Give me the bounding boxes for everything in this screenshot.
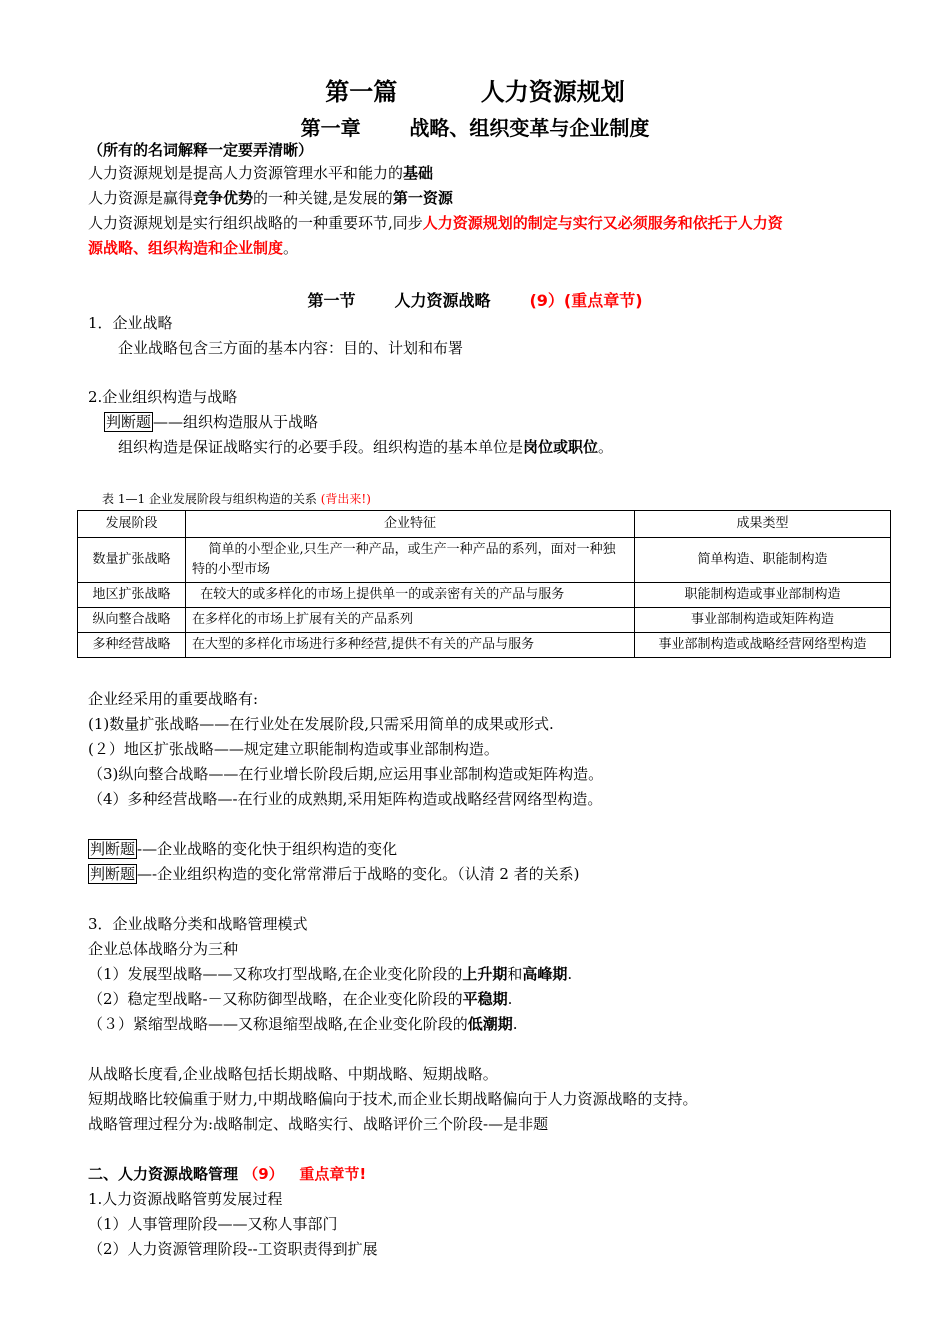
- table-header: 成果类型: [635, 511, 891, 538]
- intro-line-2: [88, 188, 453, 208]
- part-title: 第一篇 人力资源规划: [325, 78, 625, 106]
- table-cell: 事业部制构造或战略经营网络型构造: [635, 633, 891, 658]
- item-bold: 平稳期: [462, 990, 508, 1008]
- strategy-1: (1)数量扩张战略——在行业处在发展阶段,只需采用简单的成果或形式.: [88, 715, 554, 733]
- para-text: 组织构造是保证战略实行的必要手段。组织构造的基本单位是: [118, 438, 524, 456]
- s1-heading-1: 1．企业战略: [88, 314, 173, 332]
- item-text: .: [512, 1015, 518, 1033]
- note-all-terms: （所有的名词解释一定要弄清晰）: [88, 141, 314, 159]
- s3-line-1: 从战略长度看,企业战略包括长期战略、中期战略、短期战略。: [88, 1065, 498, 1083]
- table-row: [78, 633, 891, 658]
- intro-text: 人力资源是赢得: [88, 189, 194, 207]
- table-cell: 简单构造、职能制构造: [635, 538, 891, 583]
- table-cell: 地区扩张战略: [78, 583, 186, 608]
- strategies-intro: 企业经采用的重要战略有:: [88, 690, 259, 708]
- s1-heading-2: 2.企业组织构造与战略: [88, 388, 238, 406]
- item-text: .: [567, 965, 573, 983]
- judge-label: 判断题: [90, 865, 136, 883]
- item-text: 和: [507, 965, 523, 983]
- caption-red: (背出来!): [320, 492, 371, 506]
- judge-line-2: [88, 864, 580, 884]
- table-caption: [102, 490, 371, 507]
- judge-text: —-企业组织构造的变化常常滞后于战略的变化。（认清 2 者的关系): [137, 865, 580, 883]
- part2-item-2: （2）人力资源管理阶段--工资职责得到扩展: [88, 1240, 378, 1258]
- part2-tag: （9） 重点章节!: [243, 1165, 367, 1183]
- strategy-3: （3)纵向整合战略——在行业增长阶段后期,应运用事业部制构造或矩阵构造。: [88, 765, 604, 783]
- chapter-title: 第一章 战略、组织变革与企业制度: [300, 116, 650, 140]
- item-text: （2）稳定型战略-－又称防御型战略，在企业变化阶段的: [88, 990, 463, 1008]
- item-text: （３）紧缩型战略——又称退缩型战略,在企业变化阶段的: [88, 1015, 468, 1033]
- item-bold: 高峰期: [522, 965, 568, 983]
- table-row: [78, 583, 891, 608]
- para-text: 。: [598, 438, 614, 456]
- part2-heading: 1.人力资源战略管剪发展过程: [88, 1190, 283, 1208]
- table-row: [78, 608, 891, 633]
- s3-item-3: [88, 1014, 518, 1034]
- intro-line-3: [88, 213, 783, 233]
- intro-bold: 第一资源: [392, 189, 453, 207]
- table-cell: 数量扩张战略: [78, 538, 186, 583]
- table-cell: 职能制构造或事业部制构造: [635, 583, 891, 608]
- intro-line-1: [88, 163, 433, 183]
- s3-line-2: 短期战略比较偏重于财力,中期战略偏向于技术,而企业长期战略偏向于人力资源战略的支持。: [88, 1090, 698, 1108]
- part2-item-1: （1）人事管理阶段——又称人事部门: [88, 1215, 338, 1233]
- table-row: [78, 538, 891, 583]
- strategy-4: （4）多种经营战略—-在行业的成熟期,采用矩阵构造或战略经营网络型构造。: [88, 790, 603, 808]
- para-bold: 岗位或职位: [523, 438, 599, 456]
- caption-text: 表 1—1 企业发展阶段与组织构造的关系: [102, 492, 321, 506]
- part2-title-text: 二、人力资源战略管理: [88, 1165, 244, 1183]
- part2-title: [88, 1164, 366, 1184]
- table-cell: 在多样化的市场上扩展有关的产品系列: [186, 608, 635, 633]
- intro-bold: 基础: [403, 164, 434, 182]
- table-header: 企业特征: [186, 511, 635, 538]
- judge-label: 判断题: [106, 413, 152, 431]
- item-bold: 上升期: [462, 965, 508, 983]
- stage-structure-table: [77, 510, 891, 658]
- section-title-text: 第一节 人力资源战略: [307, 291, 530, 310]
- s1-para-2: [118, 437, 613, 457]
- item-text: .: [507, 990, 513, 1008]
- table-header: 发展阶段: [78, 511, 186, 538]
- strategy-2: (２）地区扩张战略——规定建立职能制构造或事业部制构造。: [88, 740, 499, 758]
- s3-line-3: 战略管理过程分为:战略制定、战略实行、战略评价三个阶段-—是非题: [88, 1115, 549, 1133]
- table-cell: 多种经营战略: [78, 633, 186, 658]
- section-tag: (9）(重点章节): [529, 291, 643, 310]
- judge-line-1: [88, 839, 397, 859]
- s3-item-1: [88, 964, 572, 984]
- s1-judge-line: [104, 412, 318, 432]
- intro-red-emphasis: 人力资源规划的制定与实行又必须服务和依托于人力资: [422, 214, 783, 232]
- s3-para: 企业总体战略分为三种: [88, 940, 239, 958]
- intro-text: 。: [283, 239, 299, 257]
- s1-para-1: 企业战略包含三方面的基本内容：目的、计划和布署: [118, 339, 464, 357]
- table-cell: 简单的小型企业,只生产一种产品，或生产一种产品的系列，面对一种独特的小型市场: [186, 538, 635, 583]
- intro-text: 人力资源规划是提高人力资源管理水平和能力的: [88, 164, 404, 182]
- judge-label: 判断题: [90, 840, 136, 858]
- s3-heading: 3．企业战略分类和战略管理模式: [88, 915, 308, 933]
- intro-red-emphasis: 源战略、组织构造和企业制度: [88, 239, 284, 257]
- table-cell: 事业部制构造或矩阵构造: [635, 608, 891, 633]
- s3-item-2: [88, 989, 512, 1009]
- table-cell: 在大型的多样化市场进行多种经营,提供不有关的产品与服务: [186, 633, 635, 658]
- table-cell: 在较大的或多样化的市场上提供单一的或亲密有关的产品与服务: [186, 583, 635, 608]
- intro-text: 人力资源规划是实行组织战略的一种重要环节,同步: [88, 214, 423, 232]
- table-header-row: [78, 511, 891, 538]
- judge-text: -—企业战略的变化快于组织构造的变化: [137, 840, 398, 858]
- intro-text: 的一种关键,是发展的: [253, 189, 393, 207]
- table-cell: 纵向整合战略: [78, 608, 186, 633]
- intro-line-4: [88, 238, 298, 258]
- section-1-title: [0, 288, 950, 311]
- item-text: （1）发展型战略——又称攻打型战略,在企业变化阶段的: [88, 965, 463, 983]
- intro-bold: 竞争优势: [193, 189, 254, 207]
- judge-text: ——组织构造服从于战略: [153, 413, 319, 431]
- item-bold: 低潮期: [467, 1015, 513, 1033]
